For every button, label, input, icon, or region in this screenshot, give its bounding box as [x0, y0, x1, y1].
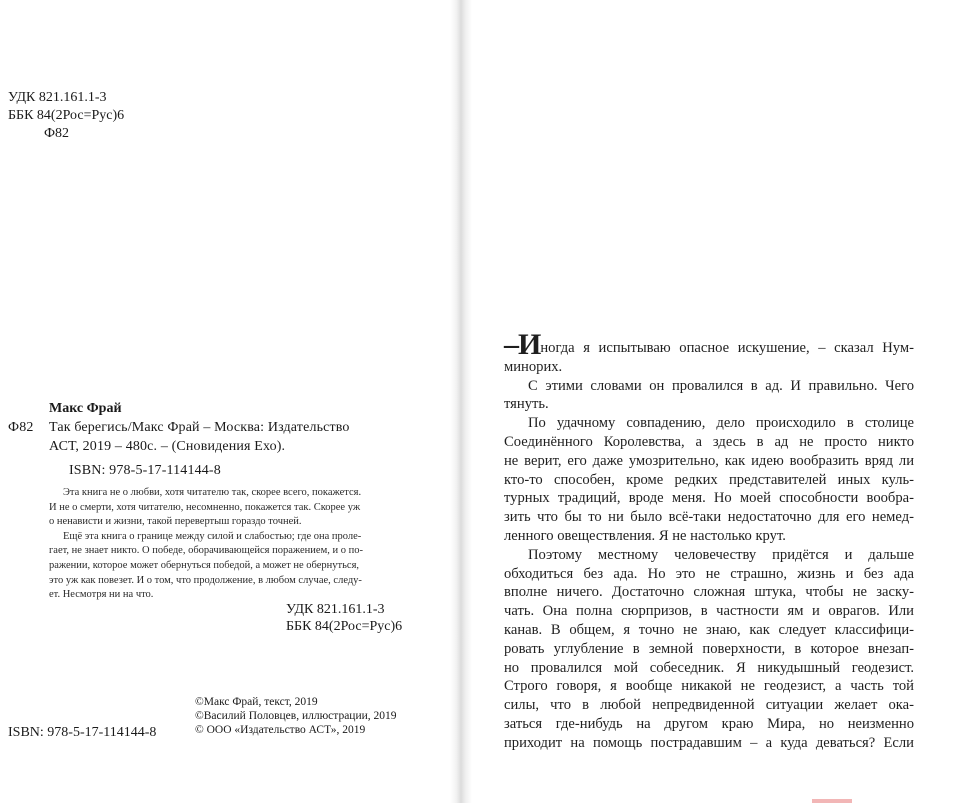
page-edge-marker [812, 799, 852, 803]
text-line: ровать углубление в земной поверхности, в которое внезап- [504, 640, 914, 657]
text-line: минорих. [504, 358, 563, 375]
text-line: Соединённого Королевства, а здесь в ад не просто никто [504, 433, 914, 450]
text-line: –Иногда я испытываю опасное искушение, – сказал Нум- [504, 328, 914, 361]
annotation-line: это уж как повезет. И о том, что продолжение, в любом случае, следу- [49, 574, 362, 586]
text-line: обходиться без ада. Но это не страшно, жизнь и без ада [504, 565, 914, 582]
annotation-line: о ненависти и жизни, такой перевертыш гораздо точней. [49, 516, 302, 528]
annotation-line: ражении, которое может обернуться победой, а может не обернуться, [49, 559, 360, 571]
text-line: кто-то способен, кроме редких представителей иных куль- [504, 471, 914, 488]
text-line: Поэтому местному человечеству придётся и дальше [528, 546, 914, 563]
text-line: но провалился мой собеседник. Я никудышный геодезист. [504, 659, 914, 676]
text-line: турных традиций, вроде меня. Но моей способности вообра- [504, 490, 914, 507]
text-line: канав. В общем, я точно не знаю, как следует классифици- [504, 621, 914, 638]
annotation [49, 486, 411, 603]
text-line: чать. Она полна сюрпризов, в частности ям и оврагов. Или [504, 603, 914, 620]
text-line: ленного овеществления. Я не настолько крут. [504, 527, 786, 544]
bbk-code-bottom: ББК 84(2Рос=Рус)6 [286, 619, 403, 634]
isbn: ISBN: 978-5-17-114144-8 [69, 463, 221, 478]
chapter-text [504, 328, 914, 753]
drop-cap: –И [504, 328, 541, 361]
annotation-line: гает, не знает никто. О победе, оборачивающейся поражением, и о по- [49, 545, 363, 557]
author-name: Макс Фрай [49, 401, 122, 416]
page-gutter [450, 0, 472, 803]
bbk-code: ББК 84(2Рос=Рус)6 [8, 108, 125, 123]
text-line: силы, что в любой непредвиденной ситуации желает ока- [504, 697, 914, 714]
text-line: приходит на помощь пострадавшим – а куда деваться? Если [504, 734, 914, 751]
udk-code-bottom: УДК 821.161.1-3 [286, 602, 385, 617]
annotation-line: И не о смерти, хотя читателю, несомненно, покажется так. Скорее уж [49, 501, 361, 513]
author-code: Ф82 [8, 420, 34, 435]
bibliographic-line-1: Так берегись/Макс Фрай – Москва: Издательство [49, 420, 350, 435]
text-line: Строго говоря, я вообще никакой не геодезист, а часть той [504, 678, 914, 695]
annotation-line: Ещё эта книга о границе между силой и слабостью; где она проле- [63, 530, 362, 542]
text-line: тянуть. [504, 396, 549, 413]
copyright-publisher: © ООО «Издательство АСТ», 2019 [195, 724, 366, 736]
author-mark: Ф82 [44, 126, 70, 141]
text-line: зить что бы то ни было всё-таки недостаточно для его немед- [504, 509, 914, 526]
text-line: С этими словами он провалился в ад. И правильно. Чего [528, 377, 914, 394]
text-line: вполне ничего. Достаточно сложная штука, чтобы не заску- [504, 584, 914, 601]
text-line: заться где-нибудь на другом краю Мира, но неизменно [504, 715, 914, 732]
copyright-illustrator: ©Василий Половцев, иллюстрации, 2019 [195, 710, 397, 722]
annotation-line: Эта книга не о любви, хотя читателю так, скорее всего, покажется. [63, 487, 362, 498]
text-line: По удачному совпадению, дело происходило в столице [528, 415, 914, 432]
bibliographic-line-2: АСТ, 2019 – 480с. – (Сновидения Ехо). [49, 439, 286, 454]
annotation-line: ет. Несмотря ни на что. [49, 589, 154, 601]
udk-code: УДК 821.161.1-3 [8, 90, 107, 105]
text-line: не верит, его даже умозрительно, как идею вообразить вряд ли [504, 452, 914, 469]
copyright-author: ©Макс Фрай, текст, 2019 [195, 696, 318, 708]
isbn-footer: ISBN: 978-5-17-114144-8 [8, 725, 157, 740]
